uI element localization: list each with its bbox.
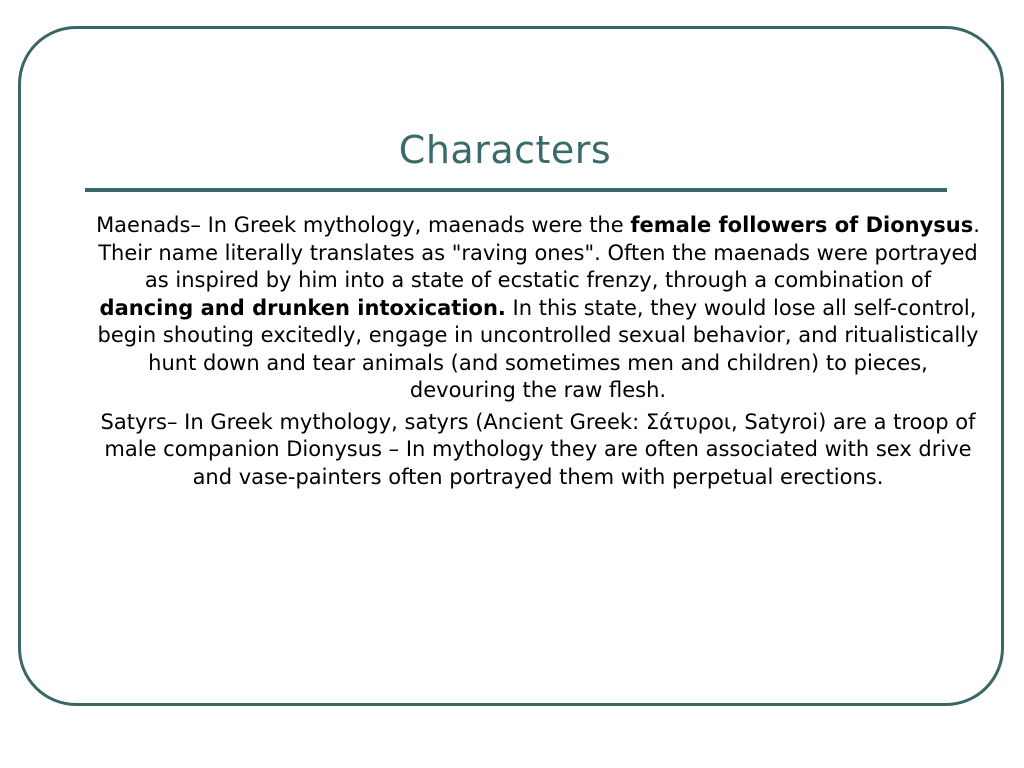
slide-title: Characters <box>398 128 612 172</box>
satyrs-text: Satyrs– In Greek mythology, satyrs (Ancient Greek: Σάτυροι, Satyroi) are a troop of male companion Dionysus – In mythology they are often associated with sex drive and vase-painters often portrayed them with perpetual erections. <box>100 409 976 489</box>
paragraph-maenads <box>95 212 981 405</box>
paragraph-satyrs <box>95 409 981 492</box>
title-divider <box>85 188 947 192</box>
maenads-bold-1: female followers of Dionysus <box>630 213 974 237</box>
maenads-text-3: In this state, they would lose all self-control, begin shouting excitedly, engage in uncontrolled sexual behavior, and ritualistically hunt down and tear animals (and sometimes men and children) to pieces, devouring the raw flesh. <box>97 295 979 402</box>
maenads-text-1: Maenads– In Greek mythology, maenads were the <box>96 213 631 237</box>
slide-body <box>95 212 981 495</box>
maenads-bold-2: dancing and drunken intoxication. <box>99 295 506 320</box>
maenads-text-2: . Their name literally translates as "raving ones". Often the maenads were portrayed as inspired by him into a state of ecstatic frenzy, through a combination of <box>98 213 980 292</box>
